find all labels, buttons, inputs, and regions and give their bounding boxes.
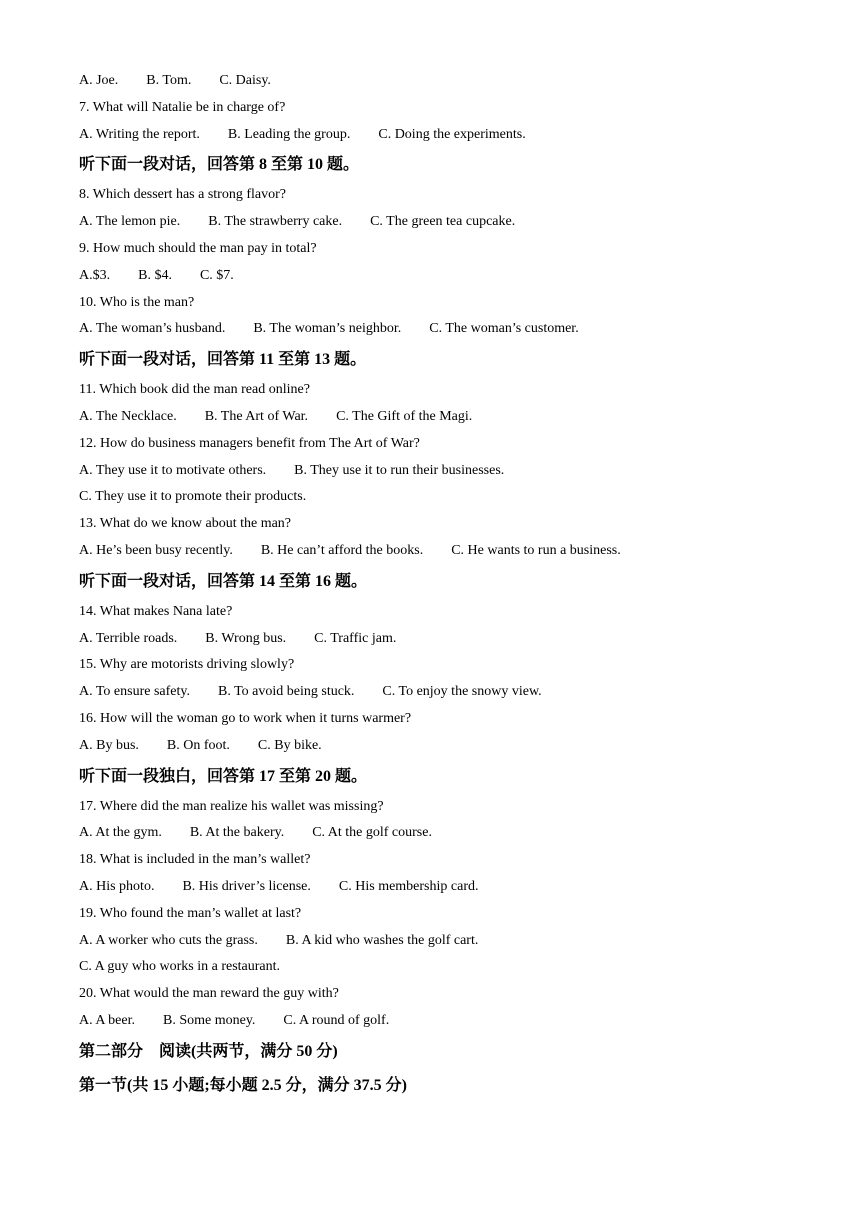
answer-option: A. At the gym.	[79, 825, 162, 841]
section-heading: 听下面一段对话，回答第 11 至第 13 题。	[79, 351, 367, 369]
answer-option: A. The Necklace.	[79, 408, 177, 424]
answer-options	[79, 928, 799, 955]
answer-options	[79, 820, 799, 847]
answer-option: A. The woman’s husband.	[79, 321, 226, 337]
answer-option: C. Traffic jam.	[314, 630, 397, 646]
answer-options	[79, 626, 799, 653]
answer-option: B. Wrong bus.	[205, 630, 287, 646]
answer-option: B. On foot.	[166, 737, 230, 753]
answer-option: B. The woman’s neighbor.	[253, 321, 402, 337]
question-stem: 19. Who found the man’s wallet at last?	[79, 905, 302, 921]
answer-option: C. Doing the experiments.	[378, 126, 526, 142]
answer-options	[79, 1008, 799, 1035]
answer-options	[79, 484, 799, 511]
answer-option: C. The woman’s customer.	[429, 321, 579, 337]
answer-option: B. The Art of War.	[204, 408, 309, 424]
question-stem: 18. What is included in the man’s wallet?	[79, 852, 311, 868]
question-stem: 12. How do business managers benefit from The Art of War?	[79, 435, 420, 451]
section-heading: 听下面一段对话，回答第 14 至第 16 题。	[79, 572, 368, 590]
answer-option: C. A guy who works in a restaurant.	[79, 959, 281, 975]
answer-option: B. His driver’s license.	[182, 878, 311, 894]
answer-options	[79, 68, 799, 95]
answer-option: C. At the golf course.	[312, 825, 432, 841]
question-stem: 7. What will Natalie be in charge of?	[79, 99, 286, 115]
exam-page	[79, 68, 799, 1103]
answer-option: A. Joe.	[79, 73, 119, 88]
question-stem: 8. Which dessert has a strong flavor?	[79, 187, 286, 203]
question-stem: 14. What makes Nana late?	[79, 603, 233, 619]
question-stem: 16. How will the woman go to work when it turns warmer?	[79, 710, 412, 726]
section-heading: 听下面一段独白，回答第 17 至第 20 题。	[79, 767, 368, 785]
answer-option: A. The lemon pie.	[79, 214, 181, 230]
answer-option: B. Tom.	[146, 73, 192, 88]
question-stem: 11. Which book did the man read online?	[79, 382, 310, 398]
answer-option: A. Writing the report.	[79, 126, 200, 142]
answer-option: C. A round of golf.	[283, 1012, 390, 1028]
answer-option: C. The Gift of the Magi.	[336, 408, 473, 424]
question-stem: 17. Where did the man realize his wallet was missing?	[79, 798, 384, 814]
answer-option: A. By bus.	[79, 737, 139, 753]
answer-option: A. They use it to motivate others.	[79, 462, 267, 478]
question-stem: 20. What would the man reward the guy with?	[79, 986, 339, 1002]
question-stem: 15. Why are motorists driving slowly?	[79, 657, 295, 673]
answer-option: A. To ensure safety.	[79, 684, 190, 700]
answer-option: B. $4.	[138, 267, 172, 283]
answer-option: B. Leading the group.	[227, 126, 351, 142]
answer-option: B. Some money.	[163, 1012, 256, 1028]
answer-option: B. At the bakery.	[189, 825, 285, 841]
answer-options	[79, 733, 799, 760]
answer-options	[79, 404, 799, 431]
section-heading: 第一节(共 15 小题;每小题 2.5 分，满分 37.5 分)	[79, 1076, 407, 1094]
section-heading: 听下面一段对话，回答第 8 至第 10 题。	[79, 156, 360, 174]
answer-options	[79, 458, 799, 485]
answer-options	[79, 209, 799, 236]
answer-option: C. Daisy.	[219, 73, 271, 88]
answer-options	[79, 874, 799, 901]
answer-option: A. His photo.	[79, 878, 155, 894]
question-stem: 10. Who is the man?	[79, 294, 195, 310]
answer-option: A.$3.	[79, 267, 111, 283]
answer-option: B. He can’t afford the books.	[260, 542, 424, 558]
answer-option: A. Terrible roads.	[79, 630, 178, 646]
answer-option: B. They use it to run their businesses.	[294, 462, 505, 478]
answer-options	[79, 679, 799, 706]
answer-option: A. He’s been busy recently.	[79, 542, 233, 558]
question-stem: 13. What do we know about the man?	[79, 516, 292, 532]
answer-option: C. By bike.	[257, 737, 322, 753]
answer-options	[79, 122, 799, 149]
answer-option: A. A beer.	[79, 1012, 135, 1028]
answer-options	[79, 538, 799, 565]
answer-option: C. He wants to run a business.	[451, 542, 621, 558]
answer-options	[79, 263, 799, 290]
answer-option: C. They use it to promote their products.	[79, 489, 307, 505]
answer-options	[79, 954, 799, 981]
answer-option: C. $7.	[199, 267, 234, 283]
section-heading: 第二部分 阅读(共两节，满分 50 分)	[79, 1042, 338, 1060]
answer-option: C. His membership card.	[338, 878, 479, 894]
answer-option: B. The strawberry cake.	[208, 214, 343, 230]
answer-options	[79, 316, 799, 343]
answer-option: A. A worker who cuts the grass.	[79, 932, 258, 948]
answer-option: B. To avoid being stuck.	[218, 684, 355, 700]
question-stem: 9. How much should the man pay in total?	[79, 240, 317, 256]
answer-option: C. The green tea cupcake.	[370, 214, 516, 230]
answer-option: C. To enjoy the snowy view.	[382, 684, 542, 700]
answer-option: B. A kid who washes the golf cart.	[285, 932, 479, 948]
